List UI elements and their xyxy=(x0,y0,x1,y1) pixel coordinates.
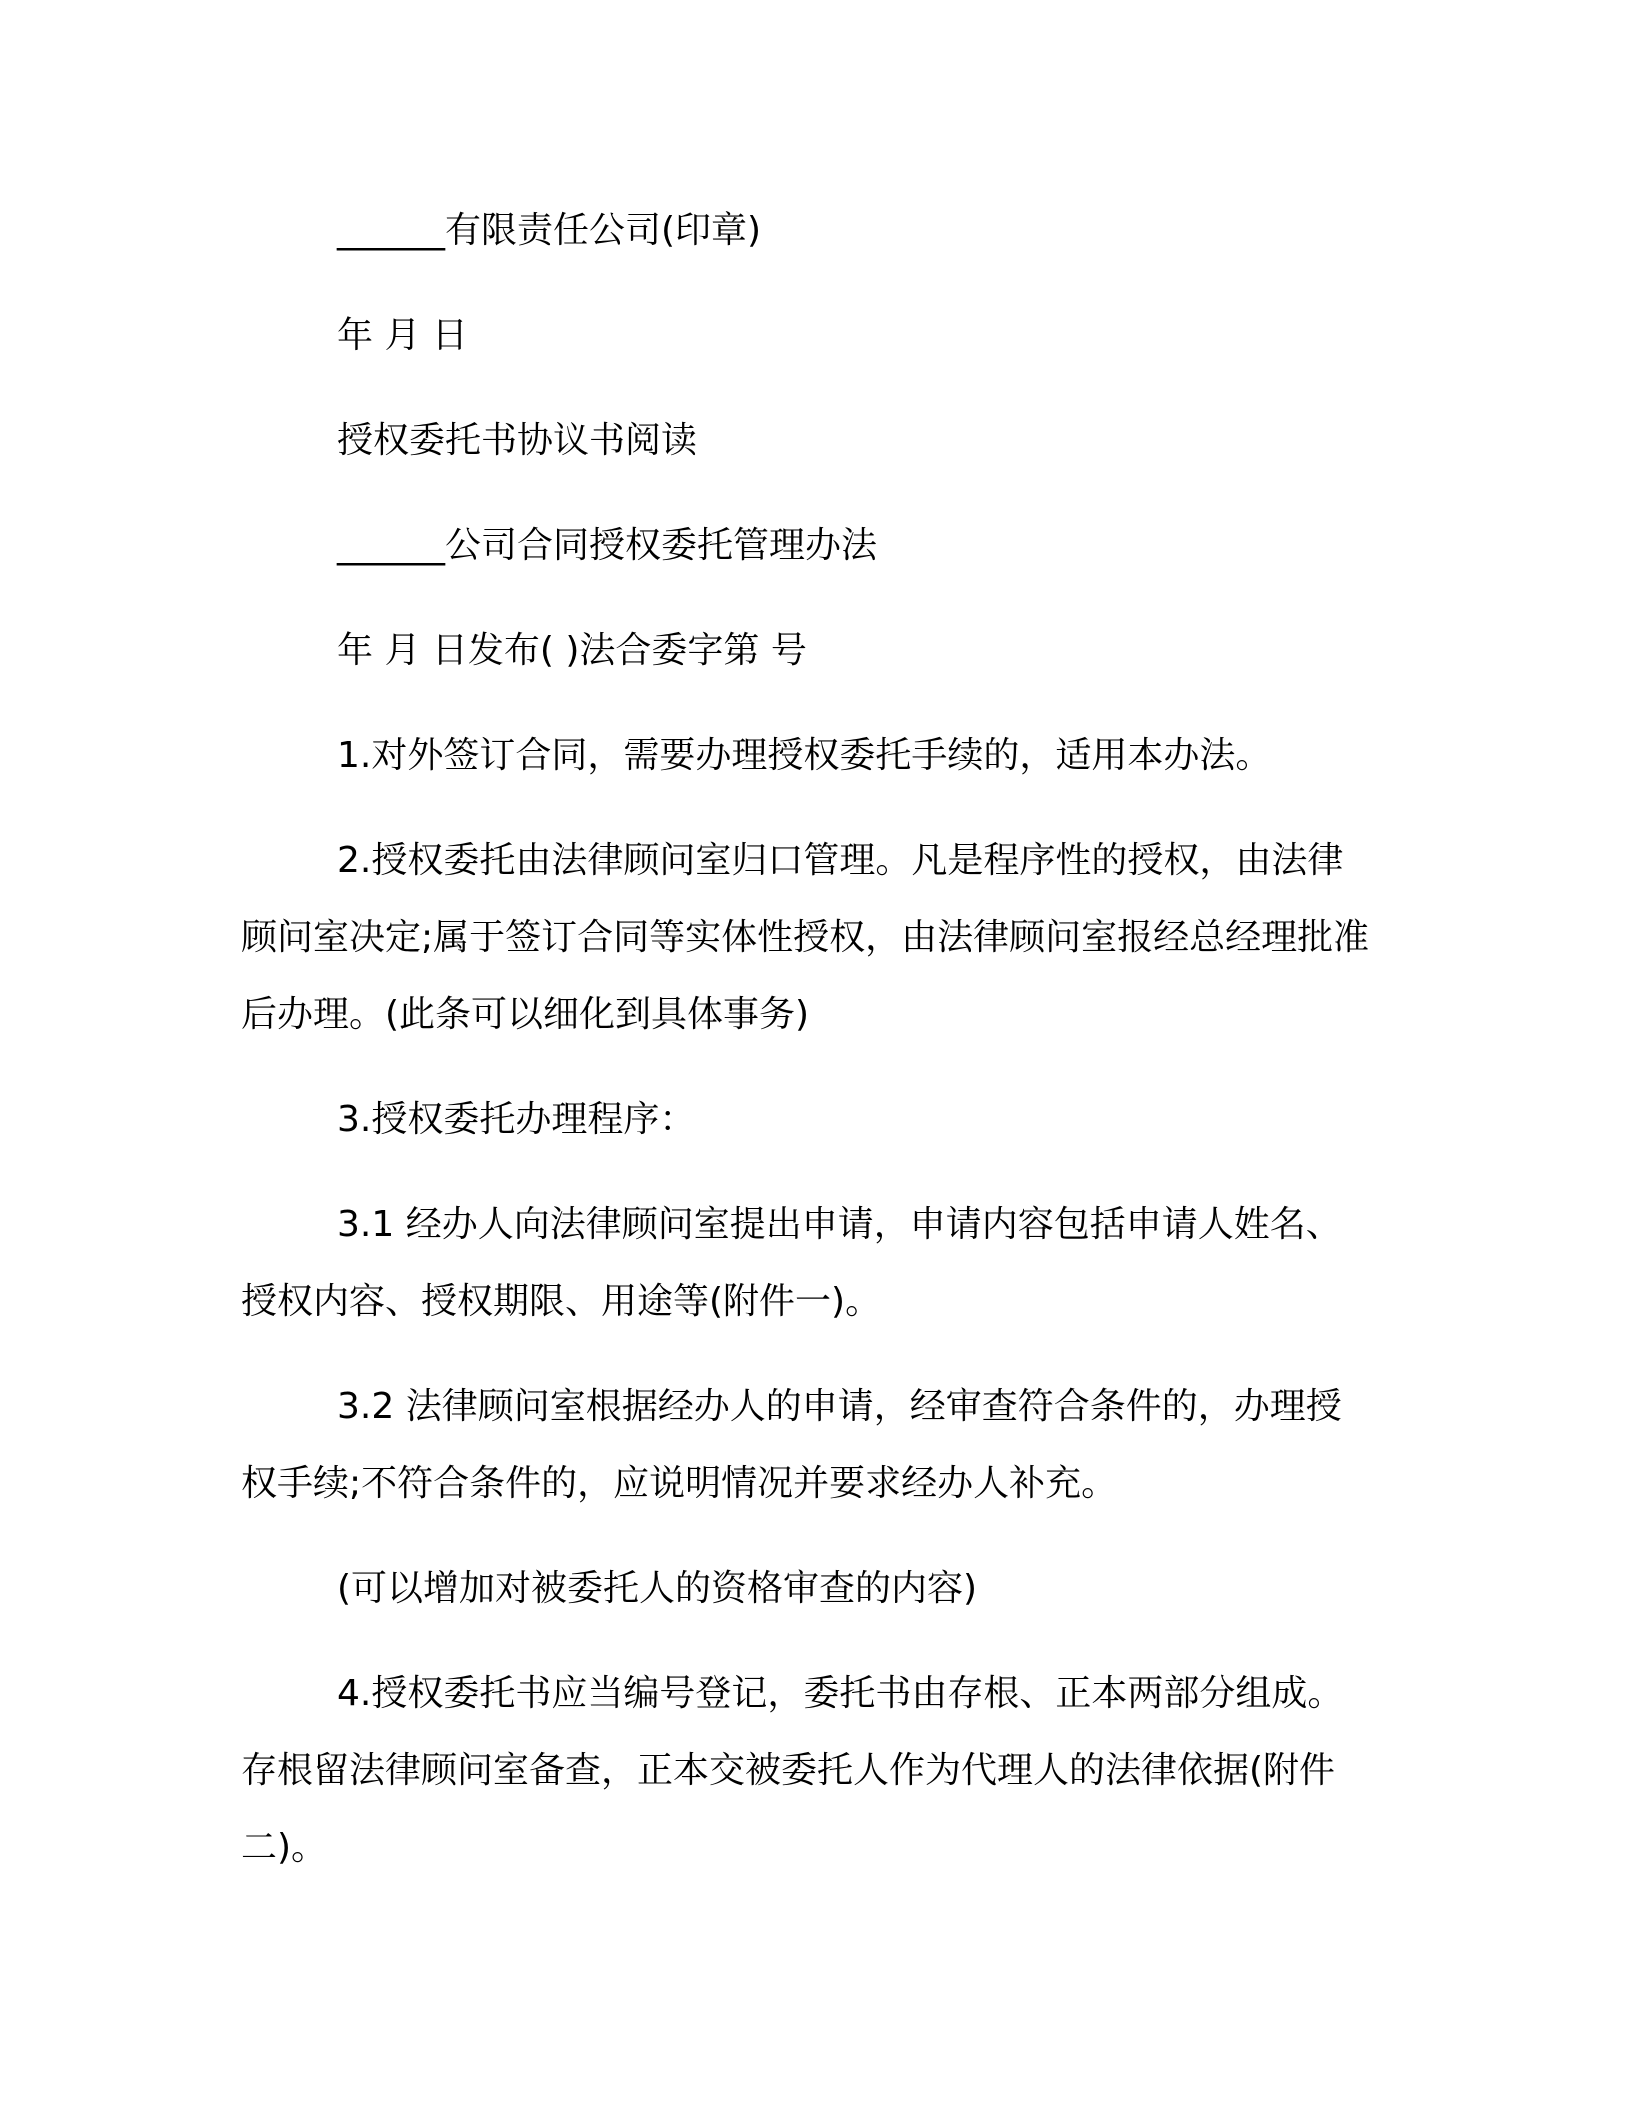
clause-1: 1.对外签订合同，需要办理授权委托手续的，适用本办法。 xyxy=(337,735,1272,776)
document-content xyxy=(241,192,1373,1886)
measure-title: ______公司合同授权委托管理办法 xyxy=(337,525,878,566)
company-seal-line: ______有限责任公司(印章) xyxy=(337,210,762,251)
clause-3-1: 3.1 经办人向法律顾问室提出申请，申请内容包括申请人姓名、授权内容、授权期限、用途等(附件一)。 xyxy=(241,1204,1342,1322)
reading-title: 授权委托书协议书阅读 xyxy=(337,420,698,461)
clause-3-2: 3.2 法律顾问室根据经办人的申请，经审查符合条件的，办理授权手续;不符合条件的，应说明情况并要求经办人补充。 xyxy=(241,1386,1342,1504)
clause-3: 3.授权委托办理程序： xyxy=(337,1099,696,1140)
clause-4: 4.授权委托书应当编号登记，委托书由存根、正本两部分组成。存根留法律顾问室备查，正本交被委托人作为代理人的法律依据(附件二)。 xyxy=(241,1673,1344,1868)
issue-line: 年 月 日发布( )法合委字第 号 xyxy=(337,630,807,671)
note-line: (可以增加对被委托人的资格审查的内容) xyxy=(337,1568,978,1609)
date-line: 年 月 日 xyxy=(337,315,468,356)
clause-2: 2.授权委托由法律顾问室归口管理。凡是程序性的授权，由法律顾问室决定;属于签订合同等实体性授权，由法律顾问室报经总经理批准后办理。(此条可以细化到具体事务) xyxy=(241,840,1370,1035)
